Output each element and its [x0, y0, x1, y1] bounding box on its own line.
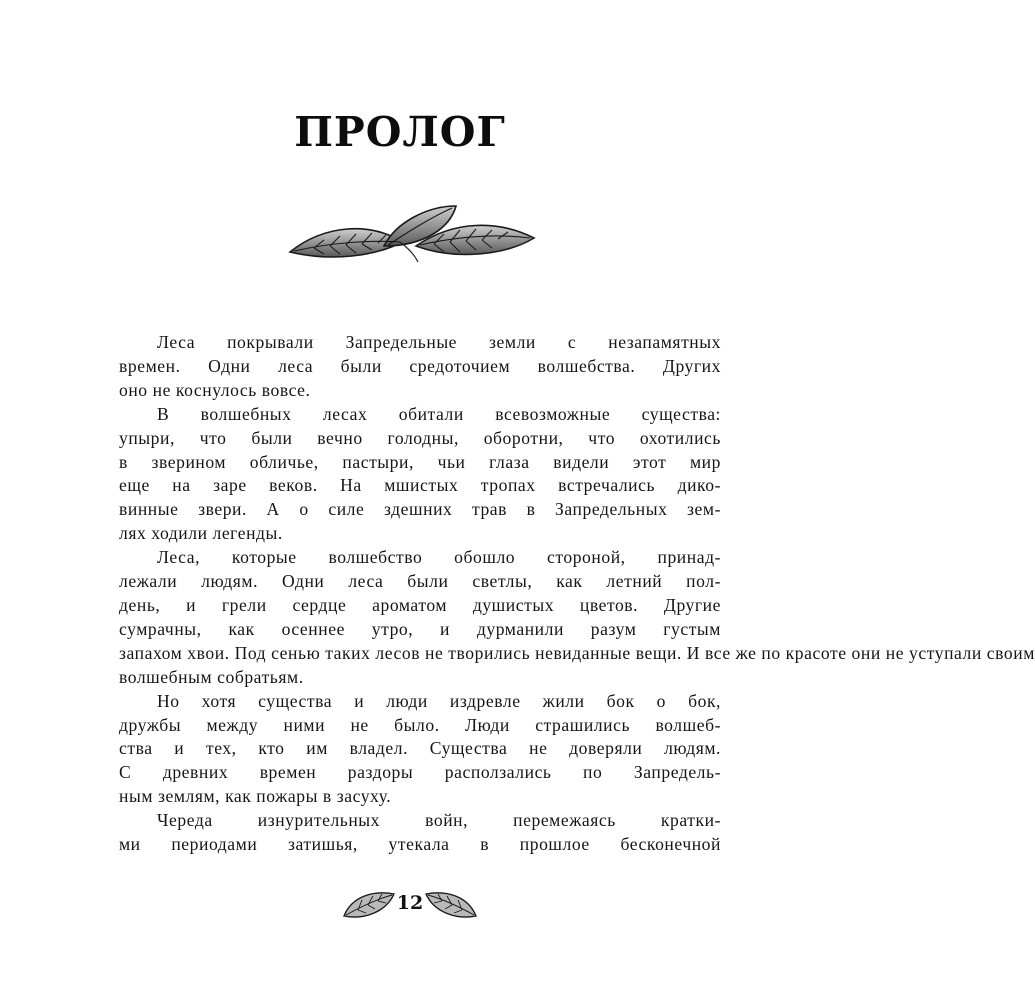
text-line: лежали людям. Одни леса были светлы, как летний пол- — [119, 571, 721, 592]
text-line: лях ходили легенды. — [119, 523, 283, 544]
text-line: Леса покрывали Запредельные земли с незапамятных — [157, 332, 721, 352]
text-line: В волшебных лесах обитали всевозможные существа: — [157, 403, 721, 424]
page-footer — [320, 884, 500, 928]
page-number: 12 — [396, 892, 424, 914]
text-line: еще на заре веков. На мшистых тропах встречались дико- — [119, 475, 721, 496]
text-line: Леса, которые волшебство обошло стороной, принад- — [157, 547, 721, 568]
text-line: С древних времен раздоры расползались по Запредель- — [119, 762, 721, 783]
chapter-title: ПРОЛОГ — [294, 108, 506, 156]
text-line: сумрачны, как осеннее утро, и дурманили разум густым — [119, 618, 721, 639]
text-line: Череда изнурительных войн, перемежаясь кратки- — [157, 810, 721, 831]
text-line: оно не коснулось вовсе. — [119, 379, 311, 400]
text-line: ным землям, как пожары в засуху. — [119, 786, 392, 807]
text-line: ства и тех, кто им владел. Существа не доверяли людям. — [119, 738, 721, 759]
text-line: Но хотя существа и люди издревле жили бок о бок, — [157, 690, 721, 711]
text-line: времен. Одни леса были средоточием волшебства. Других — [119, 355, 721, 376]
text-line: волшебным собратьям. — [119, 666, 304, 687]
leaf-ornament-icon — [284, 202, 540, 268]
text-line: день, и грели сердце ароматом душистых цветов. Другие — [119, 594, 721, 615]
text-line: ми периодами затишья, утекала в прошлое бесконечной — [119, 834, 721, 855]
leaf-right-icon — [424, 886, 478, 922]
text-line: в зверином обличье, пастыри, чьи глаза видели этот мир — [119, 451, 721, 472]
text-line: упыри, что были вечно голодны, оборотни, что охотились — [119, 427, 721, 448]
text-line: дружбы между ними не было. Люди страшились волшеб- — [119, 714, 721, 735]
body-text — [119, 331, 1035, 857]
text-line: запахом хвои. Под сенью таких лесов не творились невиданные вещи. И все же по красоте они не уступали своим — [119, 642, 1035, 663]
text-line: винные звери. А о силе здешних трав в Запредельных зем- — [119, 499, 721, 520]
